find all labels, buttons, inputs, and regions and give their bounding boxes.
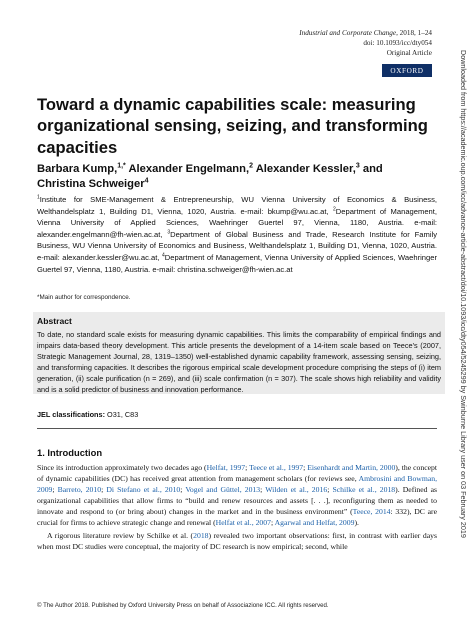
citation-link[interactable]: Vogel and Güttel, 2013	[185, 485, 261, 494]
journal-header	[299, 28, 432, 59]
text-run: ) revealed two important observations: first, in contrast with earlier days when most DC studies were conceptual, the majority of DC research is now empirical; second, while	[37, 531, 437, 551]
affiliation-text: Department of Global Business and Trade, Research Institute for Family Business, WU Vienna University of Economics and Business, Welthandelsplatz 1, Building D1, Vienna, 1020, Austria. e-mail: alexander.kessler@wu.ac.at,	[37, 229, 437, 262]
article-title: Toward a dynamic capabilities scale: measuring organizational sensing, seizing, and transforming capacities	[37, 95, 428, 157]
author-name: Barbara Kump,	[37, 163, 118, 175]
download-watermark: Downloaded from https://academic.oup.com/icc/advance-article-abstract/doi/10.1093/icc/dty054/5245299 by Swinburne Library user on 03 February 2019	[459, 50, 468, 538]
paragraph	[37, 462, 437, 528]
doi[interactable]: doi: 10.1093/icc/dty054	[363, 39, 432, 48]
correspondence-note: *Main author for correspondence.	[37, 294, 131, 301]
affil-mark: 4	[161, 252, 165, 259]
abstract-text: To date, no standard scale exists for measuring dynamic capabilities. This limits the comparability of empirical findings and impairs data-based theory development. This article presents the development of a 14-item scale based on Teece’s (2007, Strategic Management Journal, 28, 1319–1350) well-established dynamic capability framework, assessing sensing, seizing, and transforming capacities. It describes the rigorous empirical scale development procedure comprising the steps of (i) item generation, (ii) scale purification (n = 269), and (iii) scale confirmation (n = 307). The scale shows high reliability and validity and is a solid predictor of business and innovation performance.	[37, 330, 441, 394]
text-run: ), the concept of dynamic capabilities (DC) has received great attention from management scholars (for reviews see,	[37, 463, 438, 483]
author-name: Alexander Kessler,	[253, 163, 356, 175]
text-run: ). Defined as organizational capabilities that allow firms to “build and renew resources and assets [. . .], reconfiguring them as needed to innovate and respond to (or bring about) changes in the market and in the business environment” (	[37, 485, 438, 516]
text-run: ;	[52, 485, 58, 494]
author-name: Christina Schweiger	[37, 178, 145, 190]
text-run: ;	[260, 485, 266, 494]
affiliation-text: Department of Management, Vienna University of Applied Sciences, Waehringer Guertel 97, Vienna, 1180, Austria. e-mail: christina.schweiger@fh-wien.ac.at	[37, 252, 437, 274]
section-heading: 1. Introduction	[37, 447, 103, 458]
citation-link[interactable]: Helfat, 1997	[206, 463, 246, 472]
author-affil-mark: 3	[355, 162, 360, 170]
paragraph	[37, 530, 437, 552]
abstract-heading: Abstract	[37, 316, 72, 326]
citation-link[interactable]: Di Stefano et al., 2010	[106, 485, 181, 494]
body-text	[37, 462, 437, 552]
text-run: Since its introduction approximately two decades ago (	[37, 463, 207, 472]
journal-citation	[299, 28, 432, 38]
text-run: A rigorous literature review by Schilke et al. (	[47, 531, 194, 540]
citation-link[interactable]: Wilden et al., 2016	[265, 485, 328, 494]
text-run: ;	[101, 485, 107, 494]
citation-link[interactable]: Eisenhardt and Martin, 2000	[307, 463, 396, 472]
author-conjunction: and	[359, 163, 383, 175]
text-run: : 332), DC are crucial for firms to achieve strategic change and renewal (	[37, 507, 438, 527]
author-affil-mark: 1,	[117, 162, 124, 170]
affiliations	[37, 194, 437, 275]
journal-year-pages: , 2018, 1–24	[396, 29, 432, 37]
citation-link[interactable]: 2018	[193, 531, 209, 540]
text-run: ;	[270, 518, 275, 527]
text-run: ;	[180, 485, 186, 494]
citation-link[interactable]: Helfat et al., 2007	[215, 518, 271, 527]
affil-mark: 3	[167, 229, 171, 236]
affil-mark: 1	[37, 194, 40, 201]
corresponding-mark: *	[123, 162, 126, 170]
author-name: Alexander Engelmann,	[125, 163, 250, 175]
author-affil-mark: 2	[249, 162, 253, 170]
affiliation-text: Institute for SME-Management & Entrepreneurship, WU Vienna University of Economics & Business, Welthandelsplatz 1, Building D1, Vienna, 1020, Austria. e-mail: bkump@wu.ac.at,	[37, 195, 437, 216]
citation-link[interactable]: Barreto, 2010	[57, 485, 102, 494]
citation-link[interactable]: Agarwal and Helfat, 2009	[274, 518, 355, 527]
jel-classifications	[37, 410, 437, 419]
article-type: Original Article	[386, 49, 432, 58]
section-divider	[37, 428, 437, 429]
text-run: ;	[327, 485, 333, 494]
copyright-footer: © The Author 2018. Published by Oxford University Press on behalf of Associazione ICC. All rights reserved.	[37, 602, 329, 609]
text-run: ).	[354, 518, 359, 527]
affil-mark: 2	[332, 206, 336, 213]
jel-codes: O31, C83	[105, 410, 139, 419]
citation-link[interactable]: Schilke et al., 2018	[332, 485, 396, 494]
text-run: ;	[303, 463, 308, 472]
text-run: ;	[245, 463, 250, 472]
journal-name: Industrial and Corporate Change	[299, 29, 397, 37]
author-affil-mark: 4	[144, 177, 149, 185]
jel-label: JEL classifications:	[37, 410, 105, 419]
author-list	[37, 162, 437, 192]
affiliation-text: Department of Management, Vienna University of Applied Sciences, Waehringer Guertel 97, Vienna, 1180, Austria. e-mail: alexander.engelmann@fh-wien.ac.at,	[37, 206, 437, 239]
citation-link[interactable]: Ambrosini and Bowman, 2009	[37, 474, 438, 494]
citation-link[interactable]: Teece et al., 1997	[249, 463, 304, 472]
citation-link[interactable]: Teece, 2014	[352, 507, 391, 516]
oxford-logo: OXFORD	[382, 64, 432, 77]
